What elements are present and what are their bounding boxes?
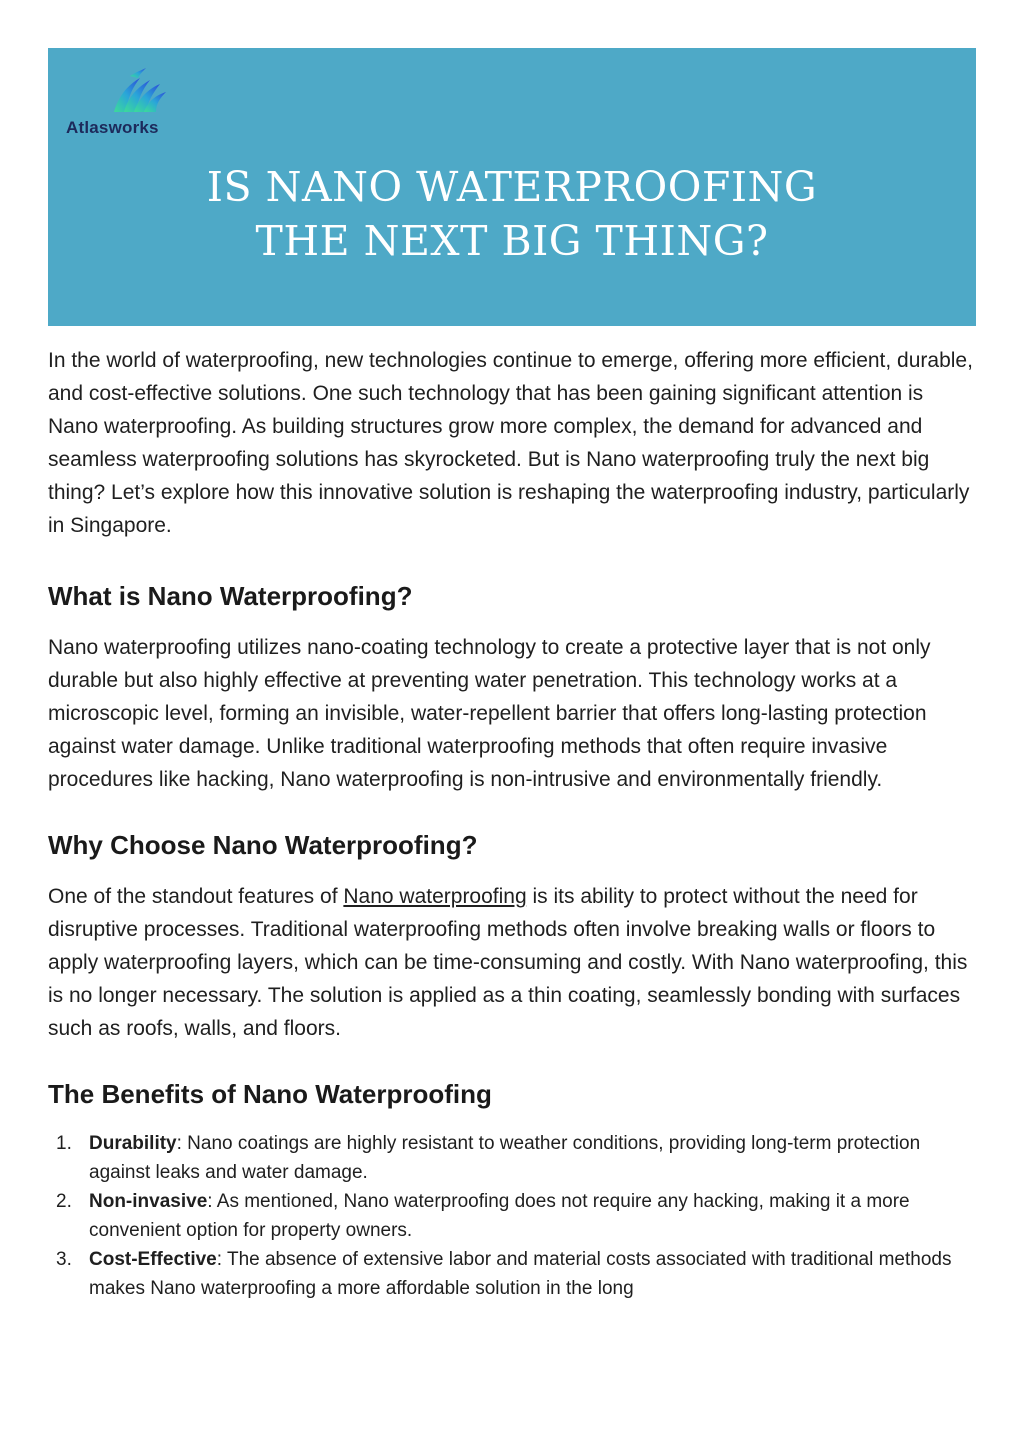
what-is-paragraph: Nano waterproofing utilizes nano-coating technology to create a protective layer that is not only durable but also highly effective at preventing water penetration. This technology works at a microscopic level, forming an invisible, water-repellent barrier that offers long-lasting protection against water damage. Unlike traditional waterproofing methods that often require invasive procedures like hacking, Nano waterproofing is non-intrusive and environmentally friendly. [48, 636, 931, 791]
header-banner [48, 48, 976, 326]
heading-why-choose: Why Choose Nano Waterproofing? [48, 830, 478, 860]
brand-logo[interactable] [66, 68, 186, 138]
list-number: 1. [56, 1133, 72, 1154]
benefit-term: Cost-Effective [89, 1249, 217, 1270]
list-item [48, 1129, 978, 1187]
why-text-before-link: One of the standout features of [48, 885, 344, 908]
heading-benefits: The Benefits of Nano Waterproofing [48, 1079, 492, 1109]
why-text-after-link: is its ability to protect without the need for disruptive processes. Traditional waterproofing methods often involve breaking walls or floors to apply waterproofing layers, which can be time-consuming and costly. With Nano waterproofing, this is no longer necessary. The solution is applied as a thin coating, seamlessly bonding with surfaces such as roofs, walls, and floors. [48, 885, 968, 1040]
logo-text: Atlasworks [66, 118, 159, 137]
benefit-term: Non-invasive [89, 1191, 208, 1212]
intro-paragraph: In the world of waterproofing, new technologies continue to emerge, offering more efficient, durable, and cost-effective solutions. One such technology that has been gaining significant attention is Nano waterproofing. As building structures grow more complex, the demand for advanced and seamless waterproofing solutions has skyrocketed. But is Nano waterproofing truly the next big thing? Let’s explore how this innovative solution is reshaping the waterproofing industry, particularly in Singapore. [48, 349, 973, 537]
benefit-term: Durability [89, 1133, 177, 1154]
nano-waterproofing-link[interactable]: Nano waterproofing [343, 885, 527, 908]
title-line-2: THE NEXT BIG THING? [255, 217, 769, 265]
benefit-text: : As mentioned, Nano waterproofing does not require any hacking, making it a more convenient option for property owners. [89, 1191, 910, 1241]
article-content [48, 344, 978, 1303]
title-line-1: IS NANO WATERPROOFING [206, 163, 818, 211]
page-title [48, 160, 976, 268]
benefit-text: : Nano coatings are highly resistant to weather conditions, providing long-term protection against leaks and water damage. [89, 1133, 921, 1183]
list-item [48, 1245, 978, 1303]
list-number: 3. [56, 1249, 72, 1270]
benefits-list [48, 1129, 978, 1303]
list-item [48, 1187, 978, 1245]
heading-what-is: What is Nano Waterproofing? [48, 581, 413, 611]
winged-logo-icon [110, 68, 168, 114]
why-choose-paragraph [48, 880, 978, 1045]
benefit-text: : The absence of extensive labor and material costs associated with traditional methods makes Nano waterproofing a more affordable solution in the long [89, 1249, 952, 1299]
list-number: 2. [56, 1191, 72, 1212]
